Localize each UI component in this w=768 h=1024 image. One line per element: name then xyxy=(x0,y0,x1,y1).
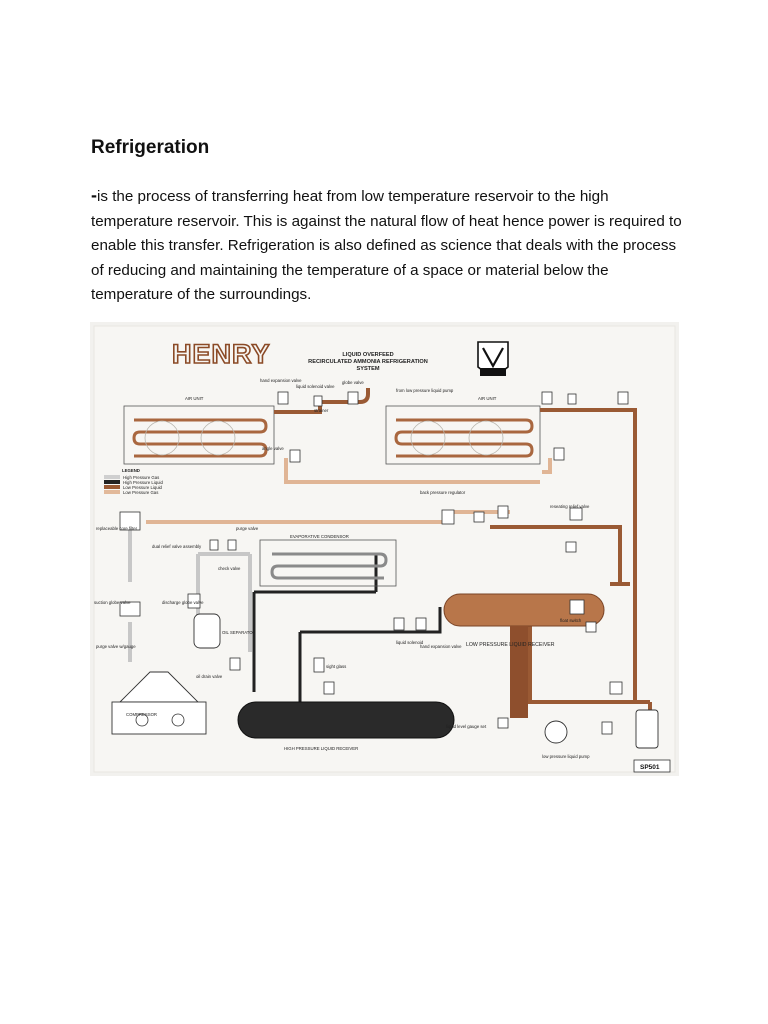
label-float-switch: float switch xyxy=(560,618,582,623)
evaporative-condenser-label: EVAPORATIVE CONDENSOR xyxy=(290,534,349,539)
leading-dash: - xyxy=(91,185,97,205)
diagram-title-2: RECIRCULATED AMMONIA REFRIGERATION xyxy=(308,359,428,365)
diagram-title-3: SYSTEM xyxy=(356,366,380,372)
label-oil-drain-valve: oil drain valve xyxy=(196,674,223,679)
label-from-pump: from low pressure liquid pump xyxy=(396,388,454,393)
legend xyxy=(104,475,163,495)
lp-pump xyxy=(545,721,567,743)
part-number: SP501 xyxy=(640,764,660,771)
label-strainer: strainer xyxy=(314,408,329,413)
label-purge-gauge: purge valve w/gauge xyxy=(96,644,136,649)
page-title: Refrigeration xyxy=(91,137,210,158)
legend-label-1: High Pressure Liquid xyxy=(123,480,163,485)
label-liquid-solenoid: liquid solenoid xyxy=(396,640,424,645)
definition-text: is the process of transferring heat from low temperature reservoir to the high temperature reservoir. This is against the natural flow of heat hence power is required to enable this transfer. Refrigeration is also defined as science that deals with the process of reducing and maintaining the temperature of a space or material below the temperature of the surroundings. xyxy=(91,188,682,303)
label-replaceable-core-filter: replaceable core filter xyxy=(96,526,138,531)
hp-receiver-label: HIGH PRESSURE LIQUID RECEIVER xyxy=(284,746,359,751)
label-check-valve: check valve xyxy=(218,566,241,571)
label-back-pressure-regulator: back pressure regulator xyxy=(420,490,466,495)
label-sight-glass: sight glass xyxy=(326,664,347,669)
label-hand-expansion: hand expansion valve xyxy=(420,644,462,649)
label-angle-valve: angle valve xyxy=(262,446,284,451)
label-hand-expansion-valve: hand expansion valve xyxy=(260,378,302,383)
oil-separator-label: OIL SEPARATOR xyxy=(222,630,256,635)
legend-swatch-lp-gas xyxy=(104,490,120,494)
label-globe-valve: globe valve xyxy=(342,380,364,385)
refrigeration-diagram xyxy=(90,322,679,776)
definition-paragraph xyxy=(91,183,691,308)
label-discharge-globe-valve: discharge globe valve xyxy=(162,600,204,605)
replaceable-core-filter-right xyxy=(636,710,658,748)
legend-swatch-hp-gas xyxy=(104,475,120,479)
legend-swatch-hp-liquid xyxy=(104,480,120,484)
compressor-label: COMPRESSOR xyxy=(126,712,158,717)
legend-swatch-lp-liquid xyxy=(104,485,120,489)
oil-separator xyxy=(194,614,220,648)
lp-receiver-label: LOW PRESSURE LIQUID RECEIVER xyxy=(466,642,555,648)
air-unit-left-label: AIR UNIT xyxy=(185,396,204,401)
legend-title: LEGEND xyxy=(122,468,140,473)
diagram-title-1: LIQUID OVERFEED xyxy=(342,352,394,358)
label-dual-relief: dual relief valve assembly xyxy=(152,544,202,549)
label-purge-valve: purge valve xyxy=(236,526,259,531)
label-reseating-relief: reseating relief valve xyxy=(550,504,590,509)
legend-label-0: High Pressure Gas xyxy=(123,475,160,480)
label-liquid-solenoid-valve: liquid solenoid valve xyxy=(296,384,335,389)
shield-logo-icon xyxy=(478,342,508,376)
legend-label-2: Low Pressure Liquid xyxy=(123,485,162,490)
label-suction-globe-valve: suction globe valve xyxy=(94,600,131,605)
legend-label-3: Low Pressure Gas xyxy=(123,490,159,495)
hp-receiver-tank xyxy=(238,702,454,738)
air-unit-right-label: AIR UNIT xyxy=(478,396,497,401)
diagram-brand: HENRY xyxy=(172,339,271,369)
label-liquid-level-gauge: liquid level gauge set xyxy=(446,724,487,729)
label-lp-pump: low pressure liquid pump xyxy=(542,754,590,759)
